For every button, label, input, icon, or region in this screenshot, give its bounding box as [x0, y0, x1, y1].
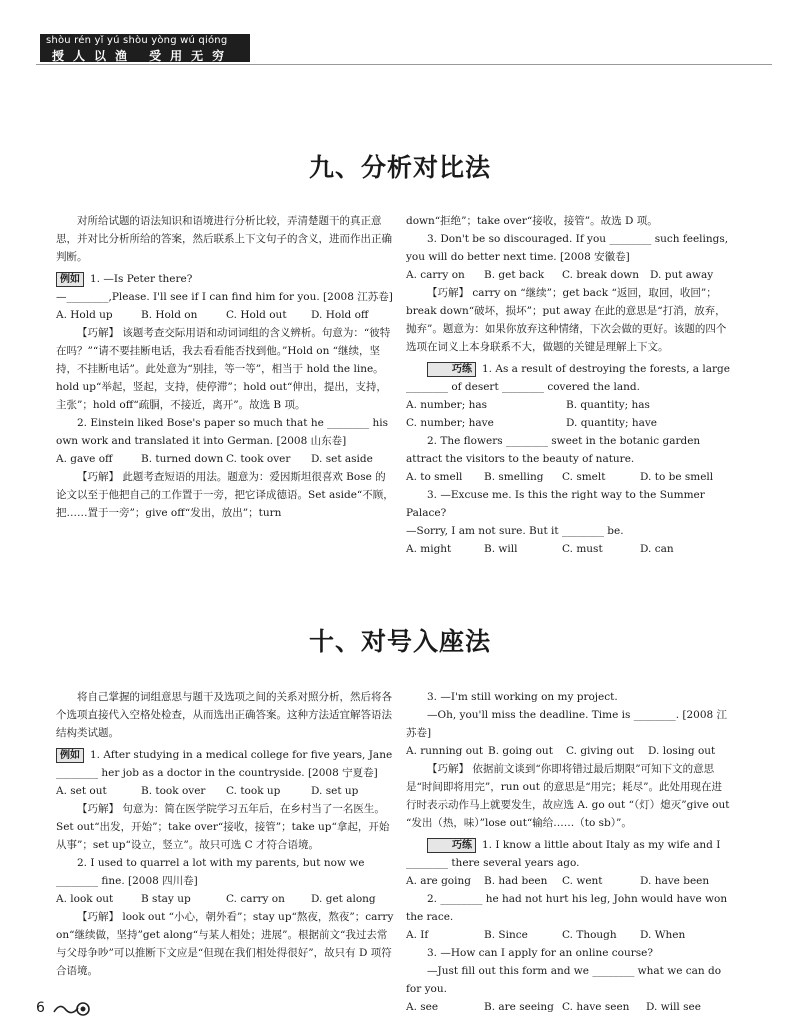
section1-intro: 对所给试题的语法知识和语境进行分析比较，弄清楚题干的真正意思，并对比分析所给的答案，然后联系上下文句子的含义，进而作出正确判断。 [56, 215, 392, 263]
option: B. quantity; has [566, 399, 650, 411]
s1-q2-explanation-cont: down“拒绝”；take over“接收，接管”。故选 D 项。 [406, 215, 658, 227]
s2-q3-options [406, 742, 732, 760]
option: C. break down [562, 269, 640, 281]
header-rule [36, 64, 772, 65]
option: A. number; has [406, 399, 487, 411]
option: C. Hold out [226, 309, 287, 321]
practice-tag: 巧练 [427, 362, 476, 377]
s1-q2-options [56, 450, 396, 468]
option: C. carry on [226, 893, 285, 905]
s2-q1-stem: 1. After studying in a medical college for five years, Jane ________ her job as a doctor in the countryside. [2008 宁夏卷] [56, 749, 393, 779]
s1-q2-explanation: 【巧解】 此题考查短语的用法。题意为：爱因斯坦很喜欢 Bose 的论文以至于他把自己的工作置于一旁，把它译成德语。Set aside“不顾，把……置于一旁”；give off“发出，放出”；turn [56, 471, 394, 519]
option: A. carry on [406, 269, 465, 281]
s1-q2-stem: 2. Einstein liked Bose's paper so much that he ________ his own work and translated it into German. [2008 山东卷] [56, 417, 389, 447]
option: D. will see [646, 1001, 701, 1013]
option: C. have seen [562, 1001, 630, 1013]
s1-p1-options-b [406, 414, 732, 432]
option: B. had been [484, 875, 548, 887]
s2-p2-stem: 2. ________ he had not hurt his leg, John would have won the race. [406, 893, 728, 923]
section2-intro: 将自己掌握的词组意思与题干及选项之间的关系对照分析，然后将各个选项直接代入空格处检查，从而选出正确答案。这种方法适宜解答语法结构类试题。 [56, 691, 392, 739]
option: C. must [562, 543, 603, 555]
option: C. went [562, 875, 603, 887]
option: A. running out [406, 745, 484, 757]
section1-title: 九、分析对比法 [308, 153, 491, 182]
option: C. smelt [562, 471, 606, 483]
page-ornament-icon [52, 1000, 92, 1018]
option: C. took up [226, 785, 281, 797]
page-number: 6 [36, 1000, 45, 1016]
s1-q3-explanation: 【巧解】 carry on “继续”；get back “返回，取回，收回”；break down“破坏，损坏”；put away 在此的意思是“打消，放弃，抛弃”。题意为：如果你放弃这种情绪，下次会做的更好。该题的四个选项在词义上本身联系不大，做题的关键是理解上下文。 [406, 287, 727, 353]
option: C. number; have [406, 417, 494, 429]
option: D. losing out [648, 745, 716, 757]
header-pinyin: shòu rén yǐ yú shòu yòng wú qióng [46, 35, 228, 46]
s1-p3-options [406, 540, 732, 558]
s2-q2-options [56, 890, 396, 908]
option: B. turned down [141, 453, 224, 465]
option: D. get along [311, 893, 376, 905]
option: A. set out [56, 785, 107, 797]
section2-right-column [406, 688, 732, 1016]
s2-p1-stem: 1. I know a little about Italy as my wife and I ________ there several years ago. [406, 839, 721, 869]
s2-p3-stem: 3. —How can I apply for an online course? [427, 947, 653, 959]
option: C. took over [226, 453, 291, 465]
practice-tag: 巧练 [427, 838, 476, 853]
option: D. set up [311, 785, 359, 797]
option: C. Though [562, 929, 617, 941]
option: A. see [406, 1001, 439, 1013]
option: A. are going [406, 875, 471, 887]
s1-p3-stem: 3. —Excuse me. Is this the right way to the Summer Palace? [406, 489, 705, 519]
s2-q3-line2: —Oh, you'll miss the deadline. Time is ________. [2008 江苏卷] [406, 709, 728, 739]
s2-q1-explanation: 【巧解】 句意为：简在医学院学习五年后，在乡村当了一名医生。Set out“出发，开始”；take over“接收，接管”；take up“拿起，开始从事”；set up“设立，竖立”。故只可选 C 才符合语境。 [56, 803, 390, 851]
s2-q2-stem: 2. I used to quarrel a lot with my parents, but now we ________ fine. [2008 四川卷] [56, 857, 365, 887]
header-banner [40, 34, 250, 62]
option: A. Hold up [56, 309, 113, 321]
s2-q1-options [56, 782, 396, 800]
option: D. to be smell [640, 471, 714, 483]
s2-p2-options [406, 926, 732, 944]
option: A. to smell [406, 471, 463, 483]
s2-q2-explanation: 【巧解】 look out “小心，朝外看”；stay up“熬夜，熬夜”；carry on“继续做，坚持”get along“与某人相处；进展”。根据前文“我过去常与父母争吵”可以推断下文应是“但现在我们相处得很好”，故只有 D 项符合语境。 [56, 911, 394, 977]
s2-p1-options [406, 872, 732, 890]
s1-q1-line2: —________,Please. I'll see if I can find him for you. [2008 江苏卷] [56, 291, 393, 303]
option: B. smelling [484, 471, 544, 483]
option: B. are seeing [484, 1001, 554, 1013]
option: B. Hold on [141, 309, 198, 321]
s1-q3-options [406, 266, 732, 284]
s2-p3-line2: —Just fill out this form and we ________ what we can do for you. [406, 965, 722, 995]
s1-p1-options-a [406, 396, 732, 414]
s1-q1-stem: 1. —Is Peter there? [90, 273, 193, 285]
section1-right-column [406, 212, 732, 558]
option: B stay up [141, 893, 191, 905]
option: B. took over [141, 785, 206, 797]
option: A. If [406, 929, 429, 941]
option: D. quantity; have [566, 417, 657, 429]
option: B. going out [488, 745, 553, 757]
section1-left-column [56, 212, 396, 522]
option: D. set aside [311, 453, 373, 465]
option: A. might [406, 543, 452, 555]
example-tag: 例如 [56, 748, 84, 763]
option: D. Hold off [311, 309, 369, 321]
option: A. gave off [56, 453, 113, 465]
s1-p2-stem: 2. The flowers ________ sweet in the botanic garden attract the visitors to the beauty of nature. [406, 435, 701, 465]
option: B. get back [484, 269, 545, 281]
s1-q3-stem: 3. Don't be so discouraged. If you ________ such feelings, you will do better next time. [2008 安徽卷] [406, 233, 729, 263]
option: A. look out [56, 893, 114, 905]
s2-q3-explanation: 【巧解】 依据前文谈到“你即将错过最后期限”可知下文的意思是“时间即将用完”，run out 的意思是“用完；耗尽”。此处用现在进行时表示动作马上就要发生，故应选 A. go out “（灯）熄灭”give out “发出（热，味）”lose out“输给……（to sb）”。 [406, 763, 730, 829]
option: D. put away [650, 269, 714, 281]
s1-p1-stem: 1. As a result of destroying the forests, a large ________ of desert ________ covered the land. [406, 363, 730, 393]
option: C. giving out [566, 745, 634, 757]
option: B. Since [484, 929, 528, 941]
s2-q3-stem: 3. —I'm still working on my project. [427, 691, 618, 703]
option: D. When [640, 929, 686, 941]
option: B. will [484, 543, 518, 555]
section2-title: 十、对号入座法 [308, 627, 491, 656]
s1-p2-options [406, 468, 732, 486]
section2-left-column [56, 688, 396, 980]
option: D. have been [640, 875, 710, 887]
s1-q1-options [56, 306, 396, 324]
s1-q1-explanation: 【巧解】 该题考查交际用语和动词词组的含义辨析。句意为：“彼特在吗？”“请不要挂断电话，我去看看能否找到他。”Hold on “继续，坚持，不挂断电话”。此处意为“别挂，等一等”，相当于 hold the line。hold up“举起，竖起，支持，使停滞”；hold out“伸出，提出，支持，主张”；hold off“疏胴，不接近，离开”。故选 B 项。 [56, 327, 391, 411]
s1-p3-line2: —Sorry, I am not sure. But it ________ be. [406, 525, 624, 537]
example-tag: 例如 [56, 272, 84, 287]
option: D. can [640, 543, 674, 555]
s2-p3-options [406, 998, 732, 1016]
header-chinese: 授人以渔 受用无穷 [52, 49, 234, 63]
